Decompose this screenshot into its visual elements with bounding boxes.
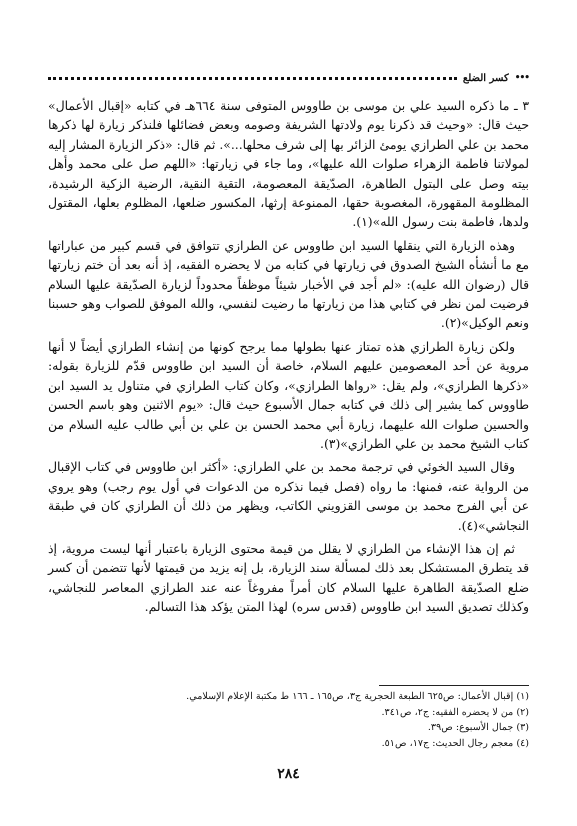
body-text xyxy=(48,96,529,621)
header-marker: ••• xyxy=(514,73,529,83)
book-page xyxy=(48,0,529,826)
paragraph: وقال السيد الخوئي في ترجمة محمد بن علي الطرازي: «أكثر ابن طاووس في كتاب الإقبال من الرواية عنه، فمنها: ما رواه (فصل فيما نذكره من الدعوات في أول يوم رجب) وهو يروي عن أبي الفرج محمد بن موسى القزويني الكاتب، ويظهر من ذلك أن الطرازي كان في طبقة النجاشي»(٤). xyxy=(48,459,529,533)
header-dotted-rule xyxy=(48,77,457,80)
footnote: (٢) من لا يحضره الفقيه: ج٢، ص٣٤١. xyxy=(381,706,529,718)
footnote: (٣) جمال الأسبوع: ص٣٩. xyxy=(427,722,529,734)
footnotes xyxy=(48,689,529,751)
paragraph: ٣ ـ ما ذكره السيد علي بن موسى بن طاووس المتوفى سنة ٦٦٤هـ في كتابه «إقبال الأعمال» حيث قال: «وحيث قد ذكرنا يوم ولادتها الشريفة وصومه وبعض فضائلها فلنذكر زيارة لها ذكرها محمد بن علي الطرازي يومئ الزائر بها إلى شرف محلها...». ثم قال: «ذكر الزيارة المشار إليه لمولاتنا فاطمة الزهراء صلوات الله عليها»، وما جاء في زيارتها: «اللهم صل على محمد وأهل بيته وصل على البتول الطاهرة، الصدّيقة المعصومة، التقية النقية، الرضية الزكية الرشيدة، المظلومة المقهورة، المغصوبة حقها، الممنوعة إرثها، المكسور ضلعها، المظلوم بعلها، المقتول ولدها، فاطمة بنت رسول الله»(١). xyxy=(48,98,530,230)
page-number: ٢٨٤ xyxy=(277,766,300,782)
paragraph: وهذه الزيارة التي ينقلها السيد ابن طاووس عن الطرازي تتوافق في قسم كبير من عباراتها مع ما أنشأه الشيخ الصدوق في زيارتها في كتابه من لا يحضره الفقيه، إذ أنه بعد أن ختم زيارتها قال (رضوان الله عليه): «لم أجد في الأخبار شيئاً موظفاً محدوداً لزيارة الصدّيقة عليها السلام فرضيت لمن نظر في كتابي هذا من زيارتها ما رضيت لنفسي، والله الموفق للصواب وهو حسبنا ونعم الوكيل»(٢). xyxy=(48,237,529,331)
running-header xyxy=(48,70,529,86)
header-title: كسر الضلع xyxy=(462,72,509,84)
paragraph: ثم إن هذا الإنشاء من الطرازي لا يقلل من قيمة محتوى الزيارة باعتبار أنها ليست مروية، إذ قد يتطرق المستشكل بعد ذلك لمسألة سند الزيارة، بل إنه يزيد من قيمتها لأنها تتضمن أن كسر ضلع الصدّيقة الطاهرة عليها السلام كان أمراً مفروغاً عنه عند الطرازي المعاصر للنجاشي، وكذلك تصديق السيد ابن طاووس (قدس سره) لهذا المتن يؤكد هذا التسالم. xyxy=(48,540,529,615)
footnote: (٤) معجم رجال الحديث: ج١٧، ص٥١. xyxy=(381,737,529,749)
paragraph: ولكن زيارة الطرازي هذه تمتاز عنها بطولها مما يرجح كونها من إنشاء الطرازي أيضاً لا أنها مروية عن أحد المعصومين عليهم السلام، خاصة أن السيد ابن طاووس قدّم للزيارة بقوله: «ذكرها الطرازي»، ولم يقل: «رواها الطرازي»، وكان كتاب الطرازي في متناول يد السيد ابن طاووس كما يشير إلى ذلك في كتابه جمال الأسبوع حيث قال: «يوم الاثنين وهو باسم الحسن والحسين صلوات الله عليهما، زيارة أبي محمد الحسن بن علي بن أبي طالب عليه السلام من كتاب الشيخ محمد بن علي الطرازي»(٣). xyxy=(48,338,529,451)
footnote-separator xyxy=(379,685,529,686)
footnote: (١) إقبال الأعمال: ص٦٢٥ الطبعة الحجرية ج٣، ص١٦٥ ـ ١٦٦ ط مكتبة الإعلام الإسلامي. xyxy=(186,691,529,702)
